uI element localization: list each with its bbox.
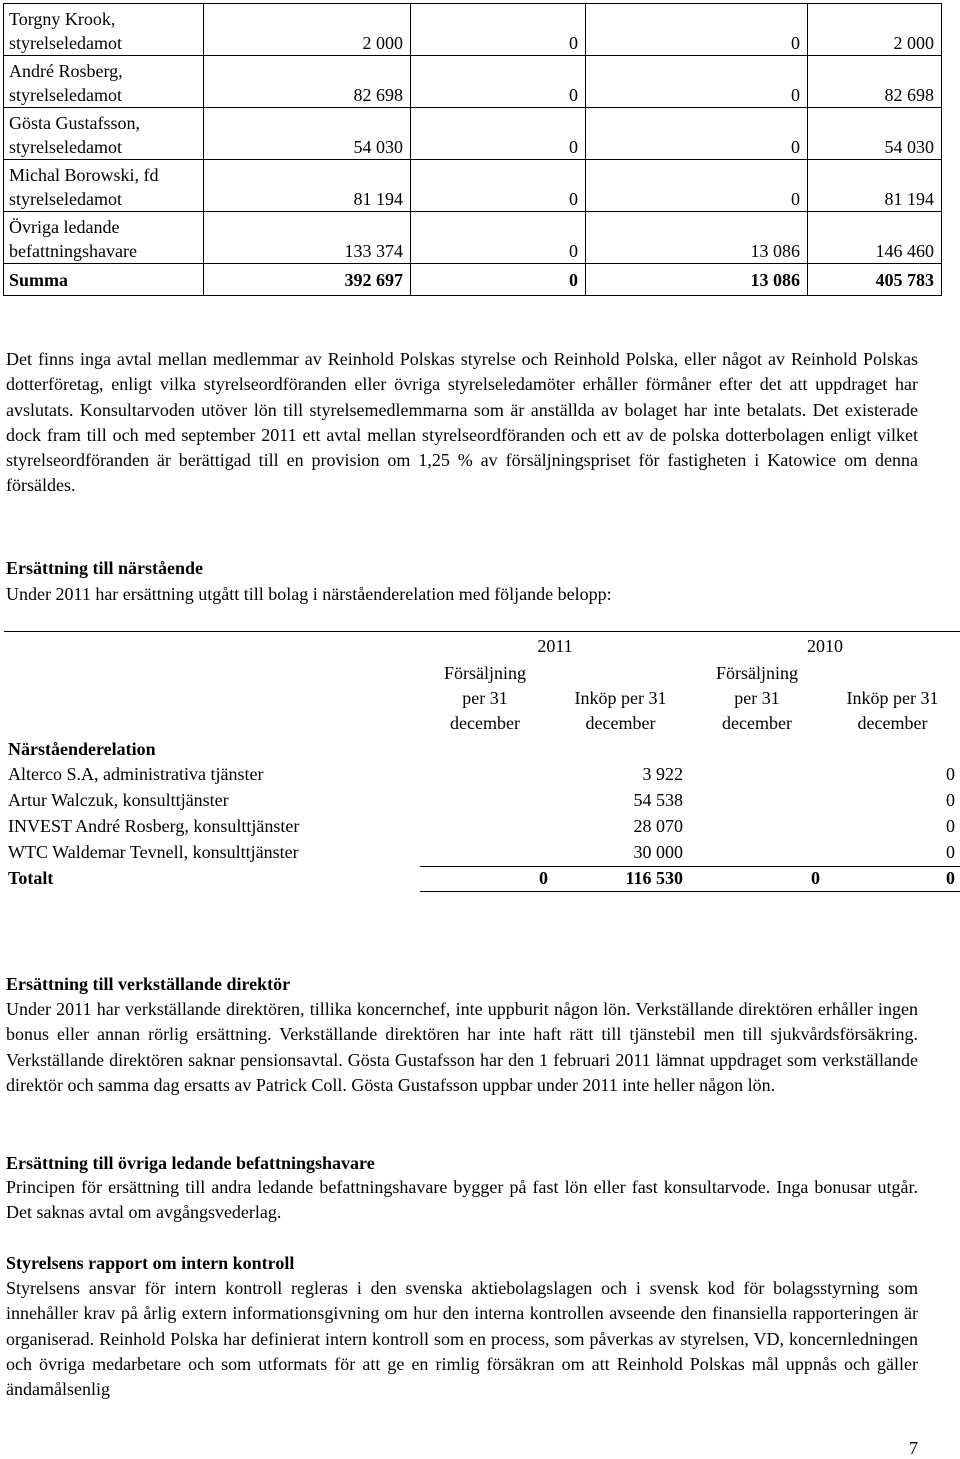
ceo-paragraph: Under 2011 har verkställande direktören, tillika koncernchef, inte uppburit någon lön. Verkställande direktören erhåller ingen bonus eller annan rörlig ersättning. Verkställande direktören har inte haft rätt till tjänstebil men till sjukvårdsförsäkring. Verkställande direktören saknar pensionsavtal. Gösta Gustafsson har den 1 februari 2011 lämnat uppdraget som verkställande direktör och samma dag ersatts av Patrick Coll. Gösta Gustafsson uppbar under 2011 inte heller någon lön. xyxy=(6,999,918,1095)
board-agreements-paragraph: Det finns inga avtal mellan medlemmar av Reinhold Polskas styrelse och Reinhold Polska, eller något av Reinhold Polskas dotterföretag, enligt vilka styrelseordföranden eller övriga styrelseledamöter erhåller förmåner efter det att uppdraget har avslutats. Konsultarvoden utöver lön till styrelsemedlemmarna som är anställda av bolaget har inte betalats. Det existerade dock fram till och med september 2011 ett avtal mellan styrelseordföranden och ett av de polska dotterbolagen enligt vilket styrelseordföranden är berättigad till en provision om 1,25 % av försäljningspriset för fastigheten i Katowice om denna försäldes. xyxy=(6,349,918,496)
related-party-column-header: Närståenderelation xyxy=(8,739,156,759)
sum-value-4: 405 783 xyxy=(808,264,942,296)
board-value-2: 0 xyxy=(411,108,586,160)
total-label: Totalt xyxy=(8,868,54,888)
related-parties-intro: Under 2011 har ersättning utgått till bolag i närståenderelation med följande belopp: xyxy=(6,584,612,604)
related-party-name: Artur Walczuk, konsulttjänster xyxy=(8,790,229,810)
purchase-2011-value: 3 922 xyxy=(642,764,683,784)
board-table-row xyxy=(4,108,942,160)
related-party-name: Alterco S.A, administrativa tjänster xyxy=(8,764,264,784)
board-value-1: 133 374 xyxy=(204,212,411,264)
purchase-2011-header: Inköp per 31 december xyxy=(574,688,667,733)
year-2011-header: 2011 xyxy=(537,636,573,656)
board-value-2: 0 xyxy=(411,56,586,108)
purchase-2010-value: 0 xyxy=(946,816,955,836)
executives-paragraph: Principen för ersättning till andra ledande befattningshavare bygger på fast lön eller fast konsultarvode. Inga bonusar utgår. Det saknas avtal om avgångsvederlag. xyxy=(6,1177,918,1223)
related-parties-table xyxy=(0,630,960,900)
board-member-name: Michal Borowski, fd styrelseledamot xyxy=(4,160,204,212)
sales-2010-header: Försäljning per 31 december xyxy=(715,663,798,733)
board-value-1: 81 194 xyxy=(204,160,411,212)
executives-heading: Ersättning till övriga ledande befattningshavare xyxy=(6,1153,375,1173)
purchase-2011-value: 30 000 xyxy=(633,842,683,862)
purchase-2011-value: 54 538 xyxy=(633,790,683,810)
sum-value-3: 13 086 xyxy=(586,264,808,296)
total-sales-2011: 0 xyxy=(539,868,548,888)
year-2010-header: 2010 xyxy=(807,636,843,656)
board-value-1: 54 030 xyxy=(204,108,411,160)
internal-control-paragraph: Styrelsens ansvar för intern kontroll regleras i den svenska aktiebolagslagen och i svensk kod för bolagsstyrning som innehåller krav på årlig extern informationsgivning om hur den interna kontrollen avseende den finansiella rapporteringen är organiserad. Reinhold Polska har definierat intern kontroll som en process, som påverkas av styrelsen, VD, koncernledningen och övriga medarbetare och som utformats för att ge en rimlig försäkran om att Reinhold Polskas mål uppnås och gäller ändamålsenlig xyxy=(6,1278,918,1400)
board-member-name: Torgny Krook, styrelseledamot xyxy=(4,4,204,56)
board-value-4: 82 698 xyxy=(808,56,942,108)
board-value-3: 0 xyxy=(586,160,808,212)
board-table-row xyxy=(4,4,942,56)
board-value-4: 146 460 xyxy=(808,212,942,264)
board-member-name: André Rosberg, styrelseledamot xyxy=(4,56,204,108)
board-value-2: 0 xyxy=(411,160,586,212)
board-table-row xyxy=(4,212,942,264)
board-remuneration-table xyxy=(3,3,942,296)
board-value-4: 54 030 xyxy=(808,108,942,160)
board-value-3: 0 xyxy=(586,4,808,56)
board-member-name: Övriga ledande befattningshavare xyxy=(4,212,204,264)
purchase-2010-value: 0 xyxy=(946,842,955,862)
total-purchase-2011: 116 530 xyxy=(625,868,683,888)
purchase-2011-value: 28 070 xyxy=(633,816,683,836)
purchase-2010-value: 0 xyxy=(946,764,955,784)
purchase-2010-value: 0 xyxy=(946,790,955,810)
purchase-2010-header: Inköp per 31 december xyxy=(846,688,939,733)
related-party-name: WTC Waldemar Tevnell, konsulttjänster xyxy=(8,842,299,862)
sum-value-1: 392 697 xyxy=(204,264,411,296)
board-table-row xyxy=(4,160,942,212)
board-value-1: 82 698 xyxy=(204,56,411,108)
board-value-3: 0 xyxy=(586,108,808,160)
related-party-name: INVEST André Rosberg, konsulttjänster xyxy=(8,816,300,836)
total-sales-2010: 0 xyxy=(811,868,820,888)
related-parties-heading: Ersättning till närstående xyxy=(6,558,204,578)
board-value-1: 2 000 xyxy=(204,4,411,56)
board-table-sum-row xyxy=(4,264,942,296)
board-value-3: 0 xyxy=(586,56,808,108)
ceo-heading: Ersättning till verkställande direktör xyxy=(6,974,291,994)
board-value-2: 0 xyxy=(411,212,586,264)
board-value-3: 13 086 xyxy=(586,212,808,264)
board-value-4: 81 194 xyxy=(808,160,942,212)
board-value-2: 0 xyxy=(411,4,586,56)
board-table-row xyxy=(4,56,942,108)
board-value-4: 2 000 xyxy=(808,4,942,56)
page-number: 7 xyxy=(909,1438,918,1458)
total-purchase-2010: 0 xyxy=(946,868,955,888)
board-member-name: Gösta Gustafsson, styrelseledamot xyxy=(4,108,204,160)
sales-2011-header: Försäljning per 31 december xyxy=(443,663,526,733)
sum-label: Summa xyxy=(4,264,204,296)
sum-value-2: 0 xyxy=(411,264,586,296)
internal-control-heading: Styrelsens rapport om intern kontroll xyxy=(6,1253,295,1273)
